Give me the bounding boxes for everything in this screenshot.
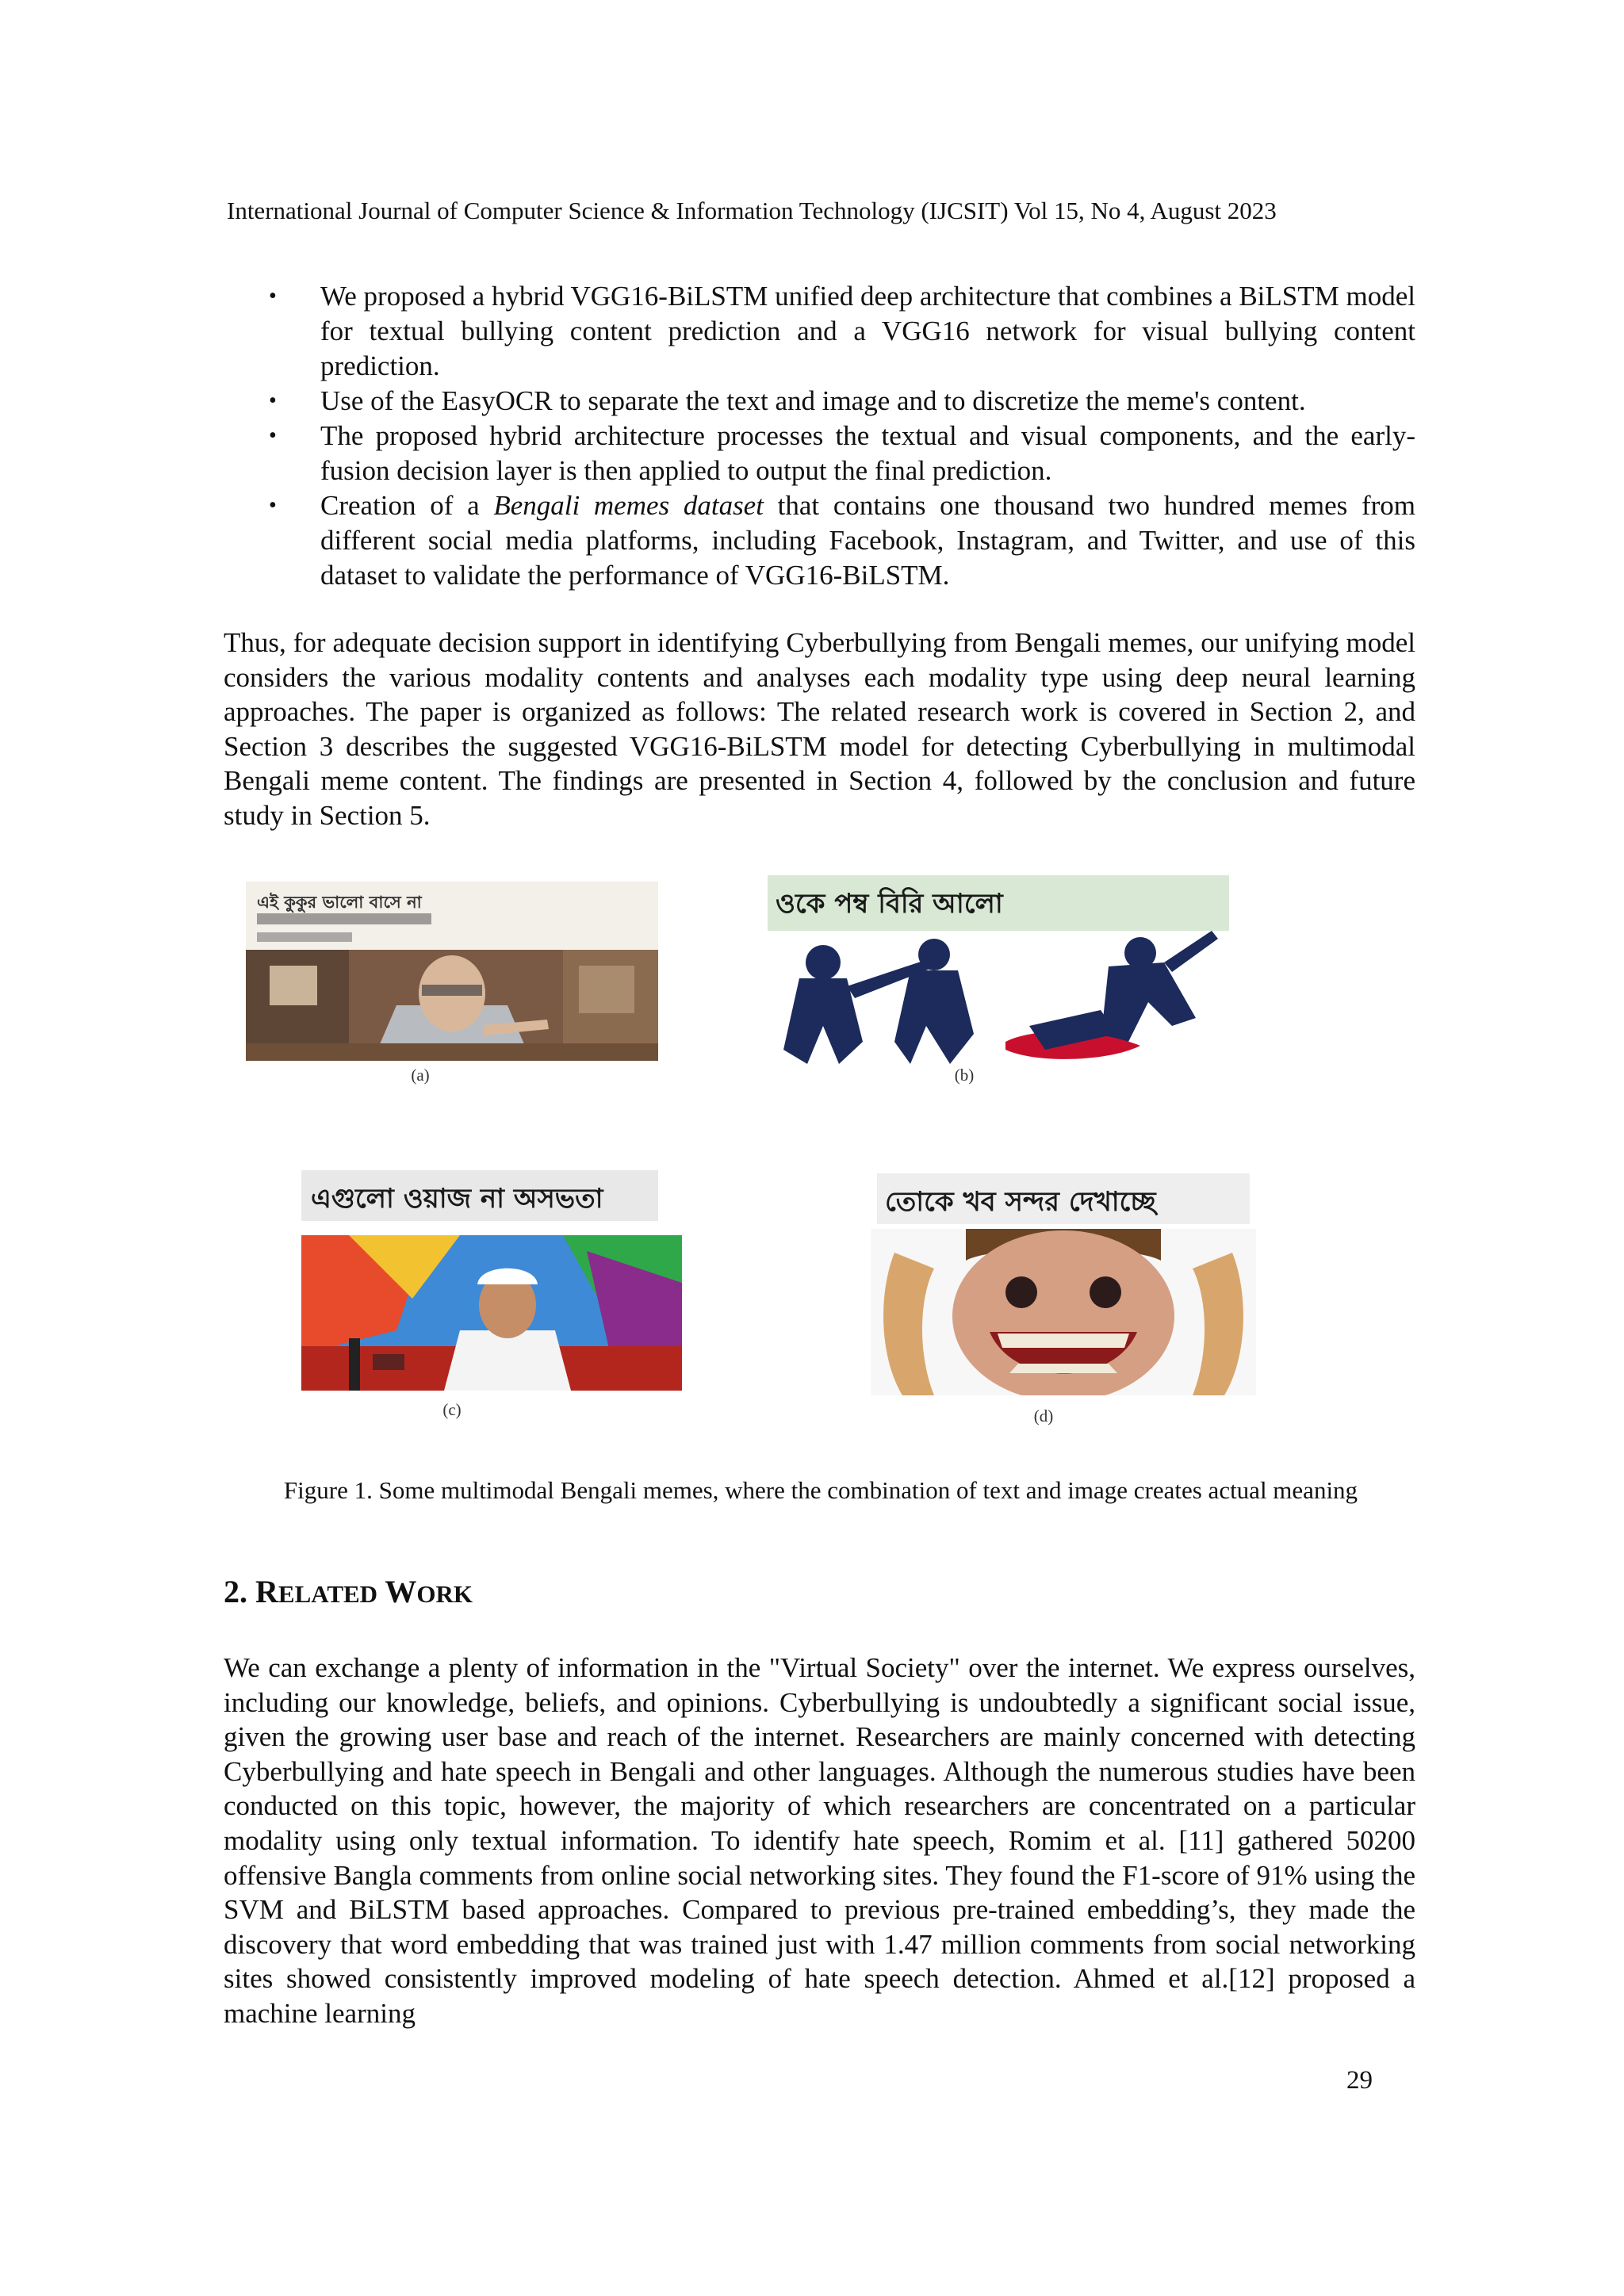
- label-d: (d): [1033, 1406, 1054, 1425]
- bullet-marker: •: [269, 423, 277, 448]
- figure-1: [238, 875, 1269, 1454]
- meme-a-caption-text: এই কুকুর ভালো বাসে না: [257, 893, 422, 912]
- list-item: [224, 419, 1415, 488]
- body-paragraph: Thus, for adequate decision support in identifying Cyberbullying from Bengali memes, our unifying model considers the various modality contents and analyses each modality type using deep neural learning approaches. The paper is organized as follows: The related research work is covered in Section 2, and Section 3 describes the suggested VGG16-BiLSTM model for detecting Cyberbullying in multimodal Bengali meme content. The findings are presented in Section 4, followed by the conclusion and future study in Section 5.: [224, 627, 1415, 831]
- bullet-marker: •: [269, 284, 277, 308]
- meme-c-caption-text: এগুলো ওয়াজ না অসভতা: [311, 1183, 603, 1215]
- bullet-text: The proposed hybrid architecture processes the textual and visual components, and the early-fusion decision layer is then applied to output the final prediction.: [320, 420, 1415, 486]
- meme-b: [768, 875, 1229, 1064]
- list-item: [224, 279, 1415, 384]
- page-number: 29: [1346, 2066, 1373, 2095]
- list-item: [224, 488, 1415, 593]
- meme-c: [301, 1165, 682, 1470]
- bullet-text: Creation of a Bengali memes dataset that contains one thousand two hundred memes from different social media platforms, including Facebook, Instagram, and Twitter, and use of this dataset to validate the performance of VGG16-BiLSTM.: [320, 490, 1415, 591]
- meme-d-caption-text: তোকে খব সন্দর দেখাচ্ছে: [885, 1186, 1156, 1218]
- label-b: (b): [954, 1066, 975, 1085]
- bullet-text: We proposed a hybrid VGG16-BiLSTM unified deep architecture that combines a BiLSTM model for textual bullying content prediction and a VGG16 network for visual bullying content prediction.: [320, 281, 1415, 381]
- label-a: (a): [411, 1066, 430, 1085]
- meme-b-illustration: [768, 931, 1229, 1064]
- dataset-name: Bengali memes dataset: [493, 490, 764, 521]
- contribution-list: [224, 279, 1415, 593]
- meme-a: [246, 882, 658, 1061]
- bullet-text: Use of the EasyOCR to separate the text and image and to discretize the meme's content.: [320, 385, 1306, 416]
- meme-a-photo: [246, 950, 658, 1061]
- bullet-marker: •: [269, 388, 277, 413]
- figure-caption: Figure 1. Some multimodal Bengali memes, where the combination of text and image creates actual meaning: [283, 1476, 1358, 1504]
- running-header: International Journal of Computer Science & Information Technology (IJCSIT) Vol 15, No 4, August 2023: [227, 197, 1277, 224]
- bullet-marker: •: [269, 493, 277, 518]
- body-paragraph: We can exchange a plenty of information in the "Virtual Society" over the internet. We express ourselves, including our knowledge, beliefs, and opinions. Cyberbullying is undoubtedly a significant social issue, given the growing user base and reach of the internet. Researchers are mainly concerned with detecting Cyberbullying and hate speech in Bengali and other languages. Although the numerous studies have been conducted on this topic, however, the majority of which researchers are concentrated on a particular modality using only textual information. To identify hate speech, Romim et al. [11] gathered 50200 offensive Bangla comments from online social networking sites. They found the F1-score of 91% using the SVM and BiLSTM based approaches. Compared to previous pre-trained embedding’s, they made the discovery that word embedding that was trained just with 1.47 million comments from social networking sites showed consistently improved modeling of hate speech detection. Ahmed et al.[12] proposed a machine learning: [224, 1652, 1415, 2029]
- label-c: (c): [442, 1400, 462, 1419]
- meme-b-caption-text: ওকে পম্ব বিরি আলো: [776, 888, 1003, 920]
- section-heading: 2. RELATED WORK: [224, 1574, 473, 1609]
- meme-d-photo: [871, 1229, 1256, 1395]
- meme-c-photo: [301, 1235, 682, 1391]
- list-item: [224, 384, 1415, 419]
